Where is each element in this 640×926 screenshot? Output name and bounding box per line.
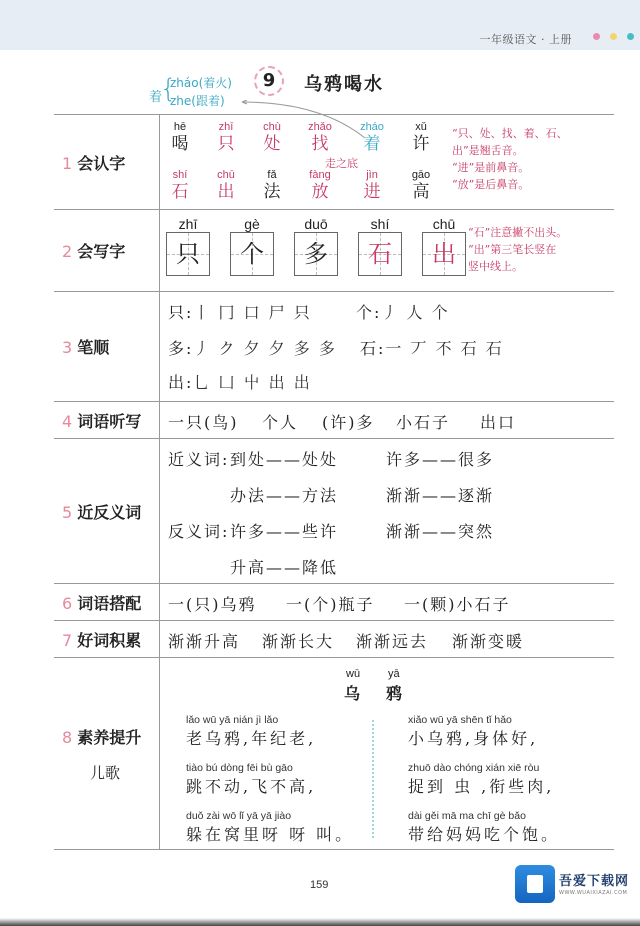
synonym-pair: 办法——方法 — [230, 486, 339, 505]
antonym-label: 反义词: — [168, 522, 230, 541]
section-label: 5 近反义词 — [54, 439, 160, 583]
section-label: 3 笔顺 — [54, 292, 160, 401]
lesson-title-area — [0, 62, 640, 112]
section-label: 7 好词积累 — [54, 621, 160, 657]
good-word-item: 渐渐远去 — [356, 632, 429, 651]
writing-grid-box: 多 — [294, 232, 338, 276]
section-label: 6 词语搭配 — [54, 584, 160, 620]
writing-grid-box: 出 — [422, 232, 466, 276]
char-item: gāo 高 — [411, 169, 431, 202]
watermark-logo: 吾爱下载网 WWW.WUAIXIAZAI.COM — [515, 865, 640, 907]
word-match-item: 一(个)瓶子 — [286, 595, 375, 614]
dictation-word: 小石子 — [396, 413, 451, 432]
pinyin: zhī — [178, 216, 198, 232]
stroke-order-item: 多:丿 ク 夕 夕 多 多 — [168, 339, 337, 358]
section-recognize-chars — [54, 114, 614, 209]
pinyin: duō — [304, 216, 328, 232]
synonym-pair: 渐渐——逐渐 — [386, 486, 495, 505]
poem-line: xiǎo wū yā shēn tǐ hǎo 小乌鸦,身体好, — [408, 714, 539, 748]
poem-line: tiào bú dòng fēi bù gāo 跳不动,飞不高, — [186, 762, 317, 796]
char-item: zhī 只 — [217, 121, 235, 154]
poem-line: duǒ zài wō lǐ yā yā jiào 躲在窝里呀 呀 叫。 — [186, 810, 355, 844]
synonym-label: 近义词: — [168, 450, 230, 469]
section-word-matching — [54, 583, 614, 620]
section-synonyms-antonyms — [54, 438, 614, 583]
lesson-table — [54, 114, 614, 850]
synonym-pair: 到处——处处 — [230, 450, 339, 469]
poem-line: lǎo wū yā nián jì lǎo 老乌鸦,年纪老, — [186, 714, 317, 748]
section-label: 8 素养提升 儿歌 — [54, 658, 160, 849]
section-stroke-order — [54, 291, 614, 401]
char-item: chū 出 — [217, 169, 235, 202]
box-logo-icon — [515, 865, 555, 903]
dot-teal-icon — [627, 33, 634, 40]
antonym-pair: 渐渐——突然 — [386, 522, 495, 541]
dot-yellow-icon — [610, 33, 617, 40]
dictation-word: 个人 — [262, 413, 299, 432]
dot-pink-icon — [593, 33, 600, 40]
word-match-item: 一(只)乌鸦 — [168, 595, 257, 614]
char-item: fàng 放 — [309, 169, 331, 202]
writing-grid-box: 只 — [166, 232, 210, 276]
writing-notes: “石”注意撇不出头。 “出”第三笔长竖在 竖中线上。 — [468, 226, 568, 273]
stroke-order-item: 只:丨 冂 口 尸 只 — [168, 303, 312, 322]
char-item: xǔ 许 — [412, 121, 430, 154]
brace-icon: { — [160, 74, 177, 104]
dictation-word: 出口 — [480, 413, 517, 432]
nursery-rhyme: wū yā 乌 鸦 lǎo wū yā nián jì lǎo 老乌鸦,年纪老, tiào bú dòng fēi bù gāo 跳不动,飞不高, duǒ zài wō lǐ yā yā jiào 躲在窝里呀 呀 叫。 xiǎo wū yā shēn tǐ hǎo 小乌鸦,身体好, zhuō dào chóng xián xiē ròu 捉到 虫 ,衔些肉, dài gěi mā ma chī gè bǎo 带给妈妈吃个饱。 — [186, 668, 561, 844]
page-number: 159 — [310, 879, 329, 891]
char-item: jìn 进 — [363, 169, 381, 202]
poem-line: zhuō dào chóng xián xiē ròu 捉到 虫 ,衔些肉, — [408, 762, 555, 796]
lesson-number-badge: 9 — [254, 66, 284, 96]
good-word-item: 渐渐变暖 — [452, 632, 525, 651]
stroke-order-item: 石:一 丆 不 石 石 — [360, 339, 504, 358]
synonym-pair: 许多——很多 — [386, 450, 495, 469]
section-label: 4 词语听写 — [54, 402, 160, 438]
top-header-bar — [0, 0, 640, 50]
section-good-words — [54, 620, 614, 657]
poem-line: dài gěi mā ma chī gè bǎo 带给妈妈吃个饱。 — [408, 810, 561, 844]
polyphone-reading-1: zháo(着火) — [170, 76, 232, 90]
poem-title: 乌 — [344, 684, 361, 703]
poem-title: 鸦 — [386, 684, 403, 703]
pronunciation-notes: “只、处、找、着、石、 出”是翘舌音。 “进”是前鼻音。 “放”是后鼻音。 — [452, 127, 568, 191]
pinyin: gè — [244, 216, 260, 232]
lesson-title: 乌鸦喝水 — [304, 74, 384, 95]
char-item: zháo 着 — [360, 121, 384, 154]
section-dictation — [54, 401, 614, 438]
dictation-word: 一只(鸟) — [168, 413, 239, 432]
stroke-order-item: 个:丿 人 个 — [356, 303, 450, 322]
char-item: zhǎo 找 — [308, 121, 332, 154]
section-label: 1 会认字 — [54, 115, 160, 209]
char-item: fǎ 法 — [263, 169, 281, 202]
char-item: chù 处 — [263, 121, 281, 154]
antonym-pair: 许多——些许 — [230, 522, 339, 541]
writing-grid-box: 石 — [358, 232, 402, 276]
book-breadcrumb: 一年级语文 · 上册 — [479, 33, 572, 46]
section-sublabel: 儿歌 — [90, 763, 121, 782]
bottom-edge — [0, 918, 640, 926]
polyphone-reading-2: zhe(跟着) — [170, 94, 225, 108]
decorative-dots — [593, 33, 634, 40]
char-item: hē 喝 — [171, 121, 189, 154]
section-label: 2 会写字 — [54, 210, 160, 291]
dictation-word: (许)多 — [322, 413, 375, 432]
poem-divider — [372, 720, 374, 838]
section-write-chars — [54, 209, 614, 291]
word-match-item: 一(颗)小石子 — [404, 595, 511, 614]
writing-grid-box: 个 — [230, 232, 274, 276]
stroke-order-item: 出:乚 凵 屮 出 出 — [168, 373, 312, 392]
pinyin: shí — [370, 216, 390, 232]
pinyin: chū — [432, 216, 456, 232]
antonym-pair: 升高——降低 — [230, 558, 339, 577]
polyphone-char: 着 — [149, 90, 163, 105]
radical-note: 走之底 — [325, 157, 358, 170]
char-item: shí 石 — [171, 169, 189, 202]
good-word-item: 渐渐长大 — [262, 632, 335, 651]
good-word-item: 渐渐升高 — [168, 632, 241, 651]
section-literacy — [54, 657, 614, 850]
